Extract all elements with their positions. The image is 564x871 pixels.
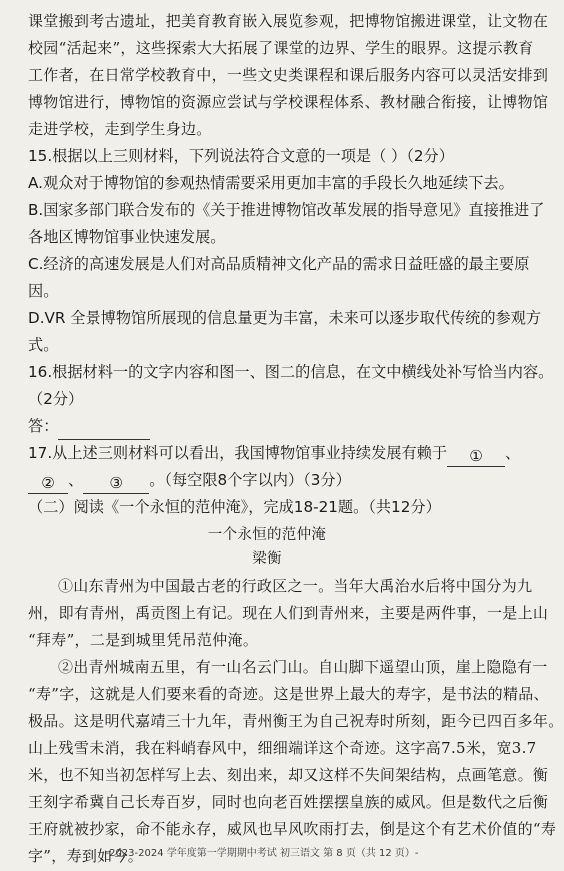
q16-points: （2分） [28, 390, 84, 408]
page-footer: -2023-2024 学年度第一学期期中考试 初三语文 第 8 页（共 12 页）- [105, 848, 419, 859]
passage-top-line: 博物馆进行，博物馆的资源应尝试与学校课程体系、教材融合衔接，让博物馆 [28, 93, 549, 111]
q15-stem: 15.根据以上三则材料，下列说法符合文意的一项是（ ）（2分） [28, 147, 454, 165]
paragraph-1-start: ①山东青州为中国最古老的行政区之一。当年大禹治水后将中国分为九 [58, 577, 533, 595]
q15-option-b-cont: 各地区博物馆事业快速发展。 [28, 228, 226, 246]
q15-option-b: B.国家多部门联合发布的《关于推进博物馆改革发展的指导意见》直接推进了 [28, 201, 545, 219]
question-15 [28, 143, 545, 359]
passage-line: 极品。这是明代嘉靖三十九年，青州衡王为自己祝寿时所刻，距今已四百多年。 [28, 712, 564, 730]
q17-separator: 、 [68, 471, 84, 489]
paragraph-2-start: ②出青州城南五里，有一山名云门山。自山脚下遥望山顶，崖上隐隐有一 [58, 658, 548, 676]
passage-top-line: 校园“活起来”，这些探索大大拓展了课堂的边界、学生的眼界。这提示教育 [28, 39, 534, 57]
question-16 [28, 359, 554, 440]
passage-line: 州，即有青州，禹贡图上有记。现在人们到青州来，主要是两件事，一是上山 [28, 604, 549, 622]
passage-line: 米，也不知当初怎样写上去、刻出来，却又这样不失间架结构，点画笔意。衡 [28, 766, 549, 784]
q17-blank-3[interactable]: ③ [83, 473, 149, 494]
passage-bottom [28, 573, 564, 870]
q15-option-d: D.VR 全景博物馆所展现的信息量更为丰富，未来可以逐步取代传统的参观方 [28, 309, 542, 327]
q17-separator: 、 [505, 444, 521, 462]
answer-label: 答： [28, 417, 59, 435]
q16-answer-row [28, 413, 506, 440]
answer-blank[interactable] [58, 423, 150, 440]
passage-line: 字”，寿到如今。 [28, 847, 144, 865]
q17-text: 17.从上述三则材料可以看出，我国博物馆事业持续发展有赖于 [28, 444, 448, 462]
passage-line: “拜寿”，二是到城里凭吊范仲淹。 [28, 631, 259, 649]
passage-top [28, 8, 549, 143]
q15-option-a: A.观众对于博物馆的参观热情需要采用更加丰富的手段长久地延续下去。 [28, 174, 514, 192]
q15-option-d-cont: 式。 [28, 336, 59, 354]
q15-option-c-cont: 因。 [28, 282, 59, 300]
passage-top-line: 课堂搬到考古遗址，把美育教育嵌入展览参观，把博物馆搬进课堂，让文物在 [28, 12, 549, 30]
passage-line: 山上残雪未消，我在料峭春风中，细细端详这个奇迹。这字高7.5米，宽3.7 [28, 739, 537, 757]
section-2-heading: （二）阅读《一个永恒的范仲淹》，完成18-21题。（共12分） [28, 498, 441, 516]
passage-line: 王府就被抄家，命不能永存，威风也早风吹雨打去，倒是这个有艺术价值的“寿 [28, 820, 557, 838]
q15-option-c: C.经济的高速发展是人们对高品质精神文化产品的需求日益旺盛的最主要原 [28, 255, 530, 273]
question-17 [28, 440, 521, 494]
q16-stem: 16.根据材料一的文字内容和图一、图二的信息，在文中横线处补写恰当内容。 [28, 363, 554, 381]
q17-blank-2[interactable]: ② [28, 473, 68, 494]
q17-stem [28, 440, 521, 467]
q17-blanks-row [28, 467, 506, 494]
q17-limit-text: 。（每空限8个字以内）（3分） [149, 471, 351, 489]
passage-line: “寿”字，这就是人们要来看的奇迹。这是世界上最大的寿字，是书法的精品、 [28, 685, 549, 703]
passage-line: 王刻字希冀自己长寿百岁，同时也向老百姓摆摆皇族的威风。但是数代之后衡 [28, 793, 549, 811]
q17-blank-1[interactable]: ① [447, 446, 505, 467]
section-2 [28, 494, 506, 571]
article-author: 梁衡 [252, 551, 282, 567]
article-title: 一个永恒的范仲淹 [207, 527, 327, 543]
passage-top-line: 走进学校，走到学生身边。 [28, 120, 212, 138]
passage-top-line: 工作者，在日常学校教育中，一些文史类课程和课后服务内容可以灵活安排到 [28, 66, 549, 84]
